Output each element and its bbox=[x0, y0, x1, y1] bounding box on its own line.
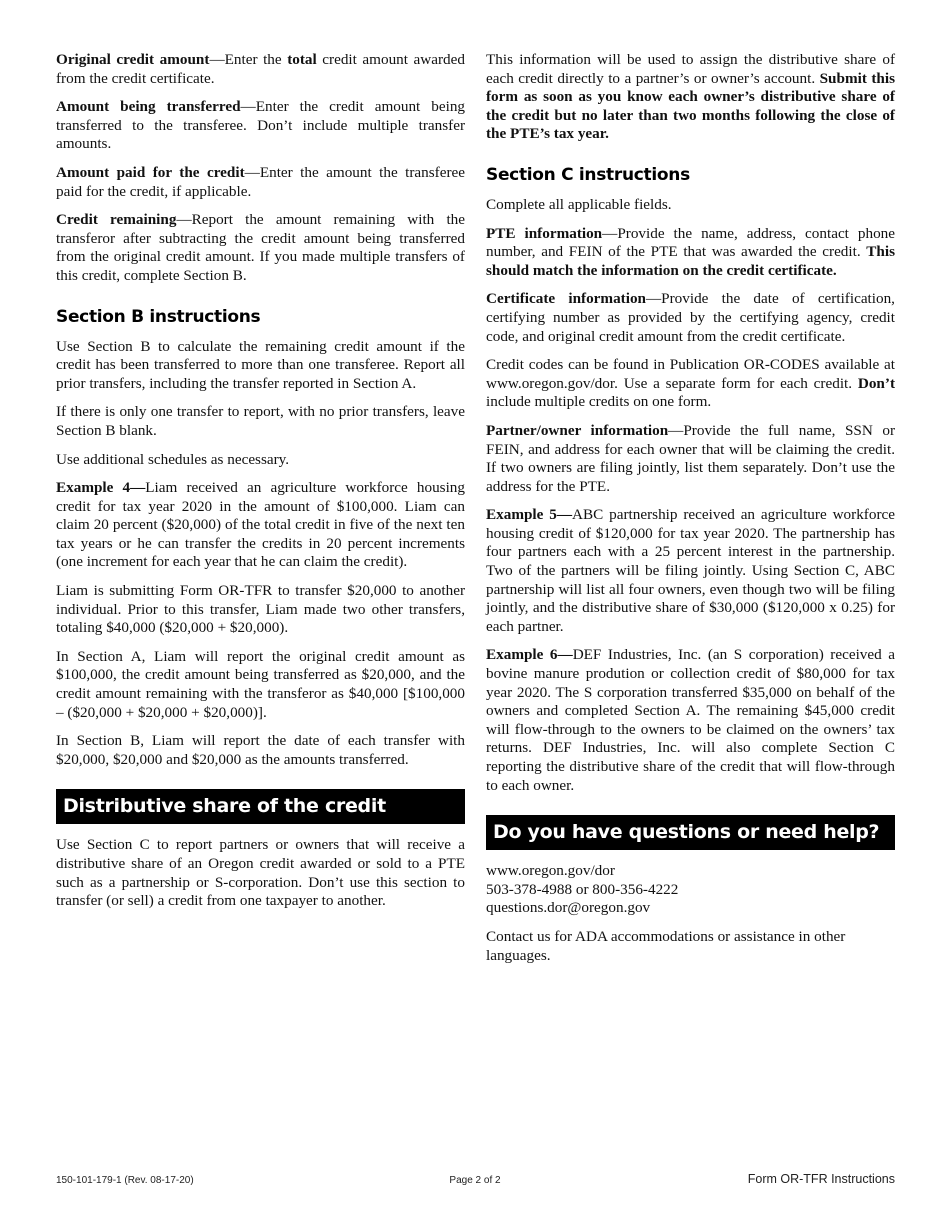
distributive-share-paragraph: Use Section C to report partners or owners that will receive a distributive share of an Oregon credit awarded or sold to a PTE such as a partnership or S-corporation. Don’t use this section to transfer (or sell) a credit from one taxpayer to another. bbox=[56, 836, 465, 910]
credit-codes-paragraph bbox=[486, 356, 895, 412]
form-title: Form OR-TFR Instructions bbox=[747, 1172, 895, 1186]
information-usage-paragraph bbox=[486, 51, 895, 144]
match-certificate-emphasis: This should match the information on the credit certificate. bbox=[486, 243, 895, 279]
ada-paragraph: Contact us for ADA accommodations or assistance in other languages. bbox=[486, 927, 846, 964]
example-4-continued-2: In Section A, Liam will report the original credit amount as $100,000, the credit amount being transferred as $20,000, and the credit amount remaining with the transferor as $40,000 [$100,000 – ($20,000 + $20,000 + $20,000)]. bbox=[56, 647, 465, 721]
certificate-information-paragraph bbox=[486, 290, 895, 346]
left-column bbox=[56, 51, 465, 921]
section-b-additional-schedules: Use additional schedules as necessary. bbox=[56, 450, 290, 468]
example-4-continued-1: Liam is submitting Form OR-TFR to transfer $20,000 to another individual. Prior to this transfer, Liam made two other transfers, totaling $40,000 ($20,000 + $20,000). bbox=[56, 582, 465, 637]
dash: — bbox=[645, 290, 662, 308]
section-b-single-transfer: If there is only one transfer to report, with no prior transfers, leave Section B blank. bbox=[56, 403, 465, 439]
example-4-continued-3: In Section B, Liam will report the date of each transfer with $20,000, $20,000 and $20,000 as the amounts transferred. bbox=[56, 732, 465, 768]
pte-information-paragraph bbox=[486, 225, 895, 281]
text: Credit codes can be found in Publication OR-CODES available at www.oregon.gov/dor. Use a separate form for each credit. bbox=[486, 356, 895, 392]
dash: — bbox=[244, 163, 260, 181]
text: Provide the date of certification, certifying number as provided by the certifying agency, credit code, and original credit amount from the credit certificate. bbox=[486, 290, 895, 345]
example-6-paragraph bbox=[486, 646, 895, 795]
page-number: Page 2 of 2 bbox=[449, 1175, 501, 1186]
term-credit-remaining: Credit remaining bbox=[56, 211, 177, 229]
section-c-intro: Complete all applicable fields. bbox=[486, 195, 672, 213]
text: Liam received an agriculture workforce housing credit for tax year 2020 in the amount of $100,000. Liam can claim 20 percent ($20,000) of the total credit in five of the next ten tax years or he can transfer the credits in 20 percent increments (one increment for each year that he can claim the credit). bbox=[56, 479, 465, 571]
text: Provide the full name, SSN or FEIN, and address for each owner that will be claiming the credit. If two owners are filing jointly, list them separately. Don’t use the address for the PTE. bbox=[486, 421, 896, 495]
section-c-heading: Section C instructions bbox=[486, 164, 690, 185]
example-5-label: Example 5— bbox=[486, 506, 573, 524]
term-certificate-information: Certificate information bbox=[486, 290, 646, 308]
example-6-label: Example 6— bbox=[486, 646, 573, 664]
example-4-paragraph bbox=[56, 479, 465, 572]
website-link[interactable]: www.oregon.gov/dor bbox=[486, 862, 615, 880]
text: Enter the credit amount being transferred to the transferee. Don’t include multiple transfer amounts. bbox=[56, 98, 466, 153]
example-4-label: Example 4— bbox=[56, 479, 146, 497]
submit-deadline-emphasis: Submit this form as soon as you know each owner’s distributive share of the credit but no later than two months following the close of the PTE’s tax year. bbox=[486, 69, 895, 143]
phone-numbers: 503-378-4988 or 800-356-4222 bbox=[486, 880, 679, 898]
section-b-heading: Section B instructions bbox=[56, 306, 261, 327]
dash: — bbox=[602, 224, 618, 242]
term-amount-paid: Amount paid for the credit bbox=[56, 163, 245, 181]
text: DEF Industries, Inc. (an S corporation) received a bovine manure prodution or collection credit of $80,000 for tax year 2020. The S corporation transferred $35,000 on behalf of the owners and completed Section A. The remaining $45,000 credit will flow-through to the owners to be claimed on the owners’ tax returns. DEF Industries, Inc. will also complete Section C reporting the distributive share of the credit that will flow-through to each owner. bbox=[486, 646, 895, 794]
email-link[interactable]: questions.dor@oregon.gov bbox=[486, 899, 651, 917]
emphasis-total: total bbox=[287, 51, 317, 68]
text: This information will be used to assign the distributive share of each credit directly to a partner’s or owner’s account. bbox=[486, 51, 895, 87]
text: include multiple credits on one form. bbox=[486, 393, 712, 411]
form-number: 150-101-179-1 (Rev. 08-17-20) bbox=[56, 1175, 194, 1186]
credit-remaining-paragraph bbox=[56, 211, 465, 285]
text: Enter the bbox=[224, 51, 288, 68]
dash: — bbox=[668, 421, 684, 439]
right-column bbox=[486, 51, 895, 975]
contact-block bbox=[486, 862, 895, 918]
distributive-share-banner: Distributive share of the credit bbox=[56, 789, 465, 824]
dash: — bbox=[209, 51, 225, 68]
text: Enter the amount the transferee paid for the credit, if applicable. bbox=[56, 163, 465, 200]
dash: — bbox=[176, 211, 192, 229]
partner-owner-information-paragraph bbox=[486, 422, 895, 496]
help-banner: Do you have questions or need help? bbox=[486, 815, 895, 850]
text: Report the amount remaining with the transferor after subtracting the credit amount being transferred from the original credit amount. If you made multiple transfers of this credit, complete Section B. bbox=[56, 211, 465, 284]
term-partner-owner-information: Partner/owner information bbox=[486, 421, 669, 439]
text: credit amount awarded from the credit certificate. bbox=[56, 51, 465, 87]
term-original-credit-amount: Original credit amount bbox=[56, 51, 210, 68]
original-credit-amount-paragraph bbox=[56, 51, 465, 88]
term-pte-information: PTE information bbox=[486, 224, 603, 242]
dash: — bbox=[240, 98, 256, 116]
term-amount-being-transferred: Amount being transferred bbox=[56, 98, 241, 116]
section-b-intro: Use Section B to calculate the remaining credit amount if the credit has been transferred to more than one transferee. Report all prior transfers, including the transfer reported in Section A. bbox=[56, 337, 465, 392]
amount-being-transferred-paragraph bbox=[56, 98, 465, 154]
example-5-paragraph bbox=[486, 506, 895, 636]
text: ABC partnership received an agriculture workforce housing credit of $120,000 for tax year 2020. The partnership has four partners each with a 25 percent interest in the partnership. Two of the partners will be filing jointly. Using Section C, ABC partnership will list all four owners, even though two will be filing jointly, and the distributive share of $30,000 ($120,000 x 0.25) for each partner. bbox=[486, 506, 895, 635]
dont-emphasis: Don’t bbox=[857, 374, 895, 392]
text: Provide the name, address, contact phone number, and FEIN of the PTE that was awarded the credit. bbox=[486, 224, 895, 261]
amount-paid-paragraph bbox=[56, 164, 465, 201]
